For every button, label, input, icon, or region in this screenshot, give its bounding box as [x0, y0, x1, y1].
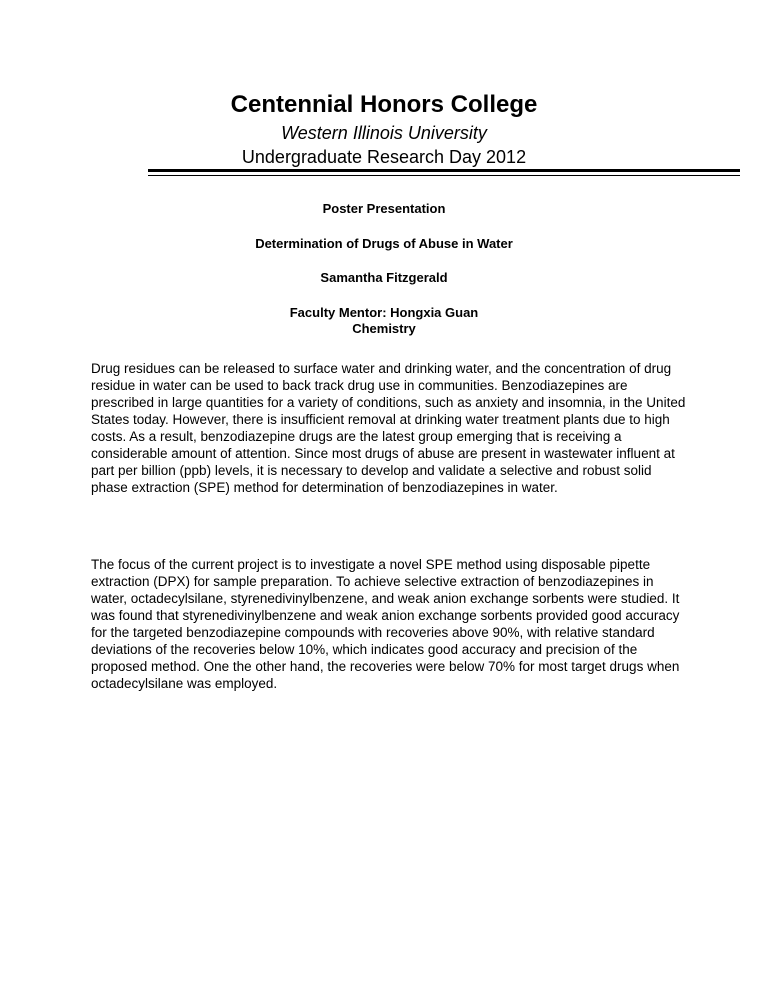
abstract-paragraph: The focus of the current project is to investigate a novel SPE method using disposable pipette extraction (DPX) for sample preparation. To achieve selective extraction of benzodiazepines in water, octadecylsilane, styrenedivinylbenzene, and weak anion exchange sorbents were studied. It was found that styrenedivinylbenzene and weak anion exchange sorbents provided good accuracy for the targeted benzodiazepine compounds with recoveries above 90%, with relative standard deviations of the recoveries below 10%, which indicates good accuracy and precision of the proposed method. One the other hand, the recoveries were below 70% for most target drugs when octadecylsilane was employed. — [91, 557, 680, 691]
department: Chemistry — [352, 321, 416, 336]
presentation-type: Poster Presentation — [322, 201, 446, 216]
faculty-mentor: Faculty Mentor: Hongxia Guan — [289, 305, 479, 320]
header-divider-thick — [148, 169, 740, 172]
event-name: Undergraduate Research Day 2012 — [241, 147, 527, 167]
header-divider-thin — [148, 175, 740, 176]
author-name: Samantha Fitzgerald — [320, 270, 448, 285]
document-header — [0, 90, 768, 168]
presentation-title: Determination of Drugs of Abuse in Water — [255, 236, 513, 251]
college-name: Centennial Honors College — [230, 91, 538, 118]
university-name: Western Illinois University — [281, 123, 487, 143]
abstract-paragraph: Drug residues can be released to surface water and drinking water, and the concentration of drug residue in water can be used to back track drug use in communities. Benzodiazepines are prescribed in large quantities for a variety of conditions, such as anxiety and insomnia, in the United States today. However, there is insufficient removal at drinking water treatment plants due to high costs. As a result, benzodiazepine drugs are the latest group emerging that is receiving a considerable amount of attention. Since most drugs of abuse are present in wastewater influent at part per billion (ppb) levels, it is necessary to develop and validate a selective and robust solid phase extraction (SPE) method for determination of benzodiazepines in water. — [91, 361, 686, 495]
